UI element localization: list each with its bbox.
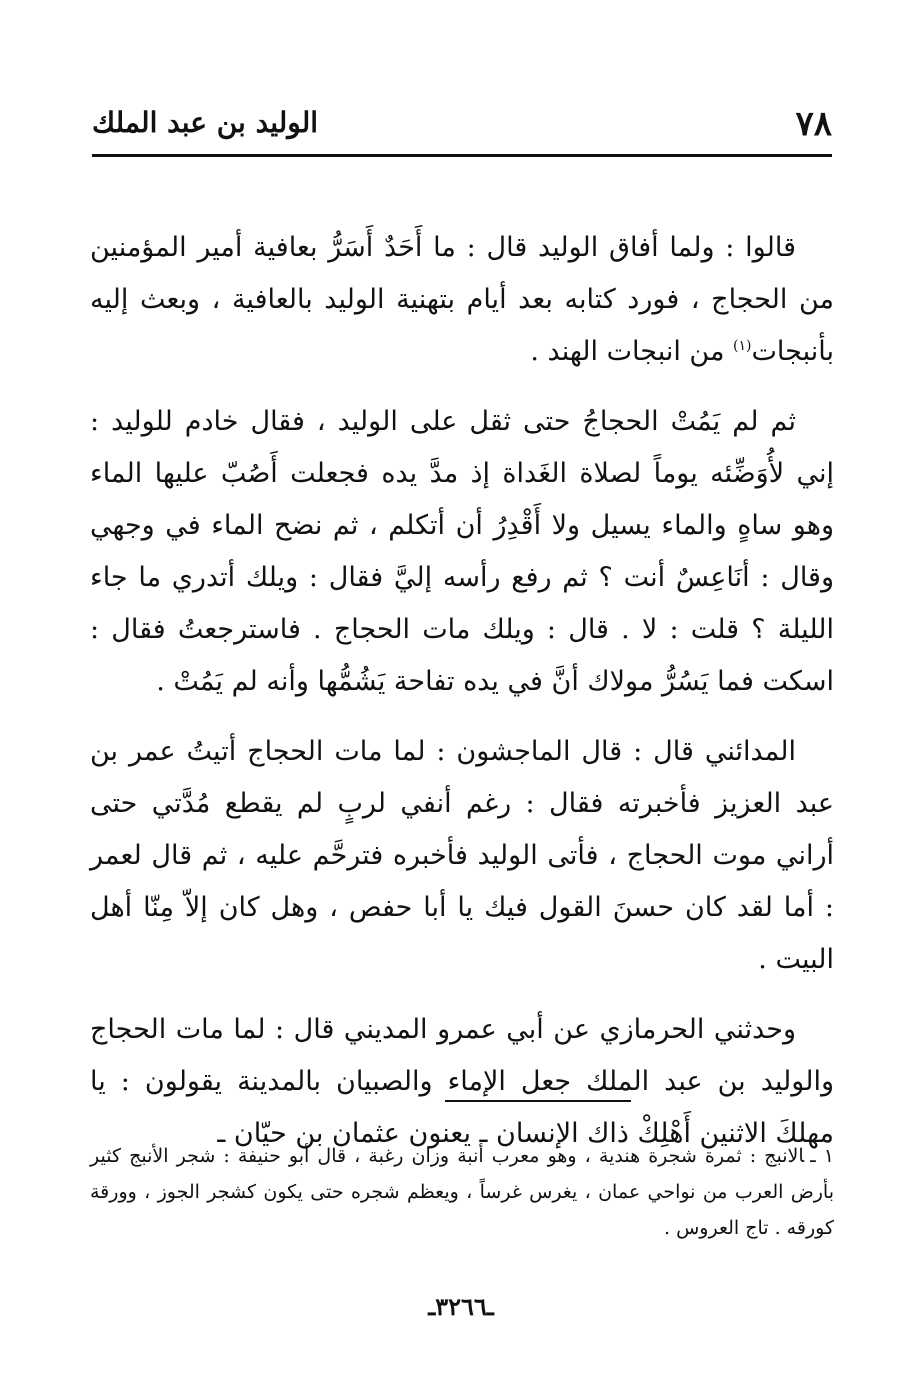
paragraph bbox=[90, 222, 834, 378]
paragraph: المدائني قال : قال الماجشون : لما مات الحجاج أتيتُ عمر بن عبد العزيز فأخبرته فقال : رغم أنفي لربٍ لم يقطع مُدَّتي حتى أراني موت الحجاج ، فأتى الوليد فأخبره فترحَّم عليه ، ثم قال لعمر : أما لقد كان حسنَ القول فيك يا أبا حفص ، وهل كان إلاّ مِنّا أهل البيت . bbox=[90, 736, 834, 975]
page-header bbox=[92, 98, 832, 157]
running-title: الوليد بن عبد الملك bbox=[92, 106, 319, 139]
paragraph-text-tail: من انبجات الهند . bbox=[530, 336, 734, 367]
footnote-number: ١ ـ bbox=[810, 1145, 835, 1167]
footnote bbox=[90, 1138, 834, 1246]
paragraph: ثم لم يَمُتْ الحجاجُ حتى ثقل على الوليد ، فقال خادم للوليد : إني لأُوَضِّئه يوماً لصلاة الغَداة إذ مدَّ يده فجعلت أَصُبّ عليها الماء وهو ساهٍ والماء يسيل ولا أَقْدِرُ أن أتكلم ، ثم نضح الماء في وجهي وقال : أنَاعِسٌ أنت ؟ ثم رفع رأسه إليَّ فقال : ويلك أتدري ما جاء الليلة ؟ قلت : لا . قال : ويلك مات الحجاج . فاسترجعتُ فقال : اسكت فما يَسُرُّ مولاك أنَّ في يده تفاحة يَشُمُّها وأنه لم يَمُتْ . bbox=[90, 406, 834, 697]
footnote-text: الانبج : ثمرة شجرة هندية ، وهو معرب أنبة وزان رغبة ، قال أبو حنيفة : شجر الأنبج كثير بأرض العرب من نواحي عمان ، يغرس غرساً ، ويعظم شجره حتى يكون كشجر الجوز ، وورقة كورقه . تاج العروس . bbox=[90, 1145, 834, 1239]
page-number: ٧٨ bbox=[795, 104, 832, 144]
paragraph: وحدثني الحرمازي عن أبي عمرو المديني قال : لما مات الحجاج والوليد بن عبد الملك جعل الإماء والصبيان بالمدينة يقولون : يا مهلكَ الاثنين أَهْلِكْ ذاك الإنسان ـ يعنون عثمان بن حيّان ـ bbox=[90, 1014, 834, 1149]
footnote-reference: (١) bbox=[733, 338, 752, 354]
main-text bbox=[90, 222, 834, 1178]
footnote-divider bbox=[445, 1100, 631, 1102]
volume-page-marker: ـ٣٢٦٦ـ bbox=[428, 1292, 494, 1321]
paragraph-text: قالوا : ولما أفاق الوليد قال : ما أَحَدٌ أَسَرُّ بعافية أمير المؤمنين من الحجاج ، فورد كتابه بعد أيام بتهنية الوليد بالعافية ، وبعث إليه بأنبجات bbox=[90, 232, 834, 367]
